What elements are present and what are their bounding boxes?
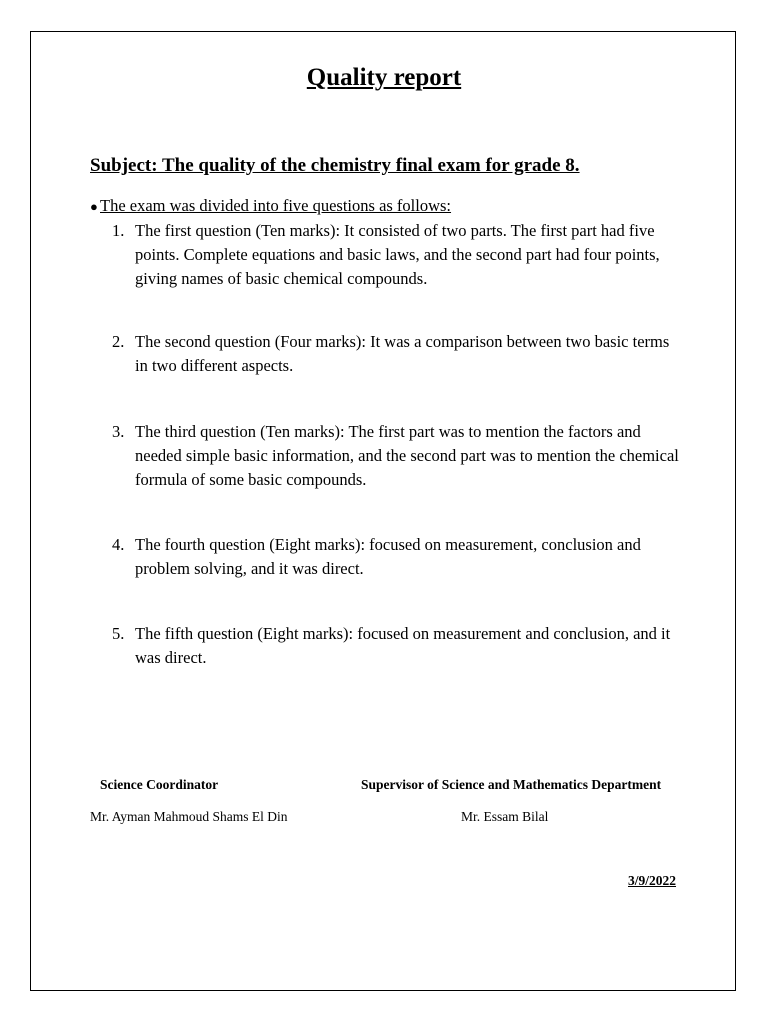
question-text: The second question (Four marks): It was a comparison between two basic terms in two different aspects. xyxy=(135,332,670,375)
subject-heading: Subject: The quality of the chemistry final exam for grade 8. xyxy=(90,155,580,176)
question-text: The fourth question (Eight marks): focused on measurement, conclusion and problem solving, and it was direct. xyxy=(135,535,641,578)
question-number: 1. xyxy=(112,221,125,240)
intro-text: The exam was divided into five questions as follows: xyxy=(100,196,452,215)
intro-line xyxy=(90,196,451,216)
question-item-4 xyxy=(112,533,682,581)
science-coordinator-role: Science Coordinator xyxy=(100,777,219,792)
question-item-1 xyxy=(112,219,682,291)
bullet-icon: ● xyxy=(90,199,98,214)
supervisor-role: Supervisor of Science and Mathematics Department xyxy=(361,777,662,792)
question-number: 3. xyxy=(112,422,125,441)
question-item-3 xyxy=(112,420,682,492)
science-coordinator-name: Mr. Ayman Mahmoud Shams El Din xyxy=(90,809,288,824)
question-text: The fifth question (Eight marks): focused on measurement and conclusion, and it was direct. xyxy=(135,624,671,667)
supervisor-name: Mr. Essam Bilal xyxy=(461,809,549,824)
question-item-2 xyxy=(112,330,682,378)
question-number: 5. xyxy=(112,624,125,643)
question-text: The first question (Ten marks): It consisted of two parts. The first part had five points. Complete equations and basic laws, and the second part had four points, giving names of basic chemical compounds. xyxy=(135,221,660,288)
question-text: The third question (Ten marks): The first part was to mention the factors and needed simple basic information, and the second part was to mention the chemical formula of some basic compounds. xyxy=(135,422,679,489)
question-number: 2. xyxy=(112,332,125,351)
question-item-5 xyxy=(112,622,682,670)
report-date: 3/9/2022 xyxy=(628,873,677,888)
question-number: 4. xyxy=(112,535,125,554)
page-title: Quality report xyxy=(306,64,462,91)
